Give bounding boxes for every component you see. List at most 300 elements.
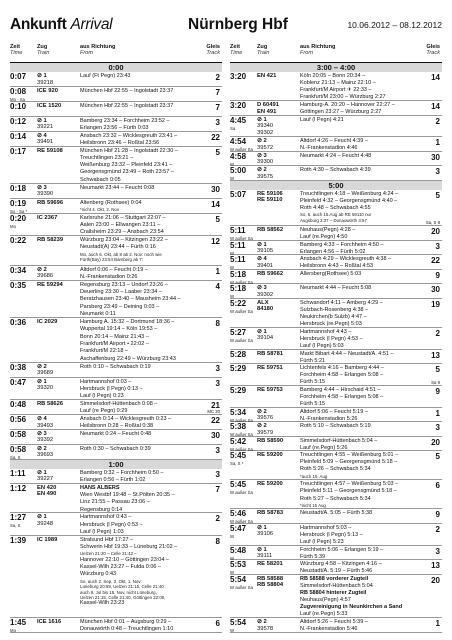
track-number: 3	[215, 445, 220, 455]
train-number	[37, 185, 79, 198]
route-line: Heilsbronn 0:28 – Roßtal 0:38	[80, 423, 154, 430]
route-line: Heilsbronn 4:43 – Roßtal 4:53	[300, 263, 374, 270]
timetable-entry	[10, 430, 222, 445]
timetable-entry	[230, 116, 442, 138]
arrival-time: 5:34	[230, 407, 247, 417]
service-days: Sa, S	[10, 454, 21, 460]
route-line: Wuppertal 19:14 – Köln 19:53 –	[80, 326, 158, 333]
train-run-number: 39576	[257, 415, 274, 422]
route-line: Frankfurt/M 22:18 –	[80, 348, 128, 355]
column-header	[230, 43, 442, 63]
header-gleis-en: Track	[206, 50, 220, 56]
track-number: 2	[215, 73, 220, 82]
route-stations	[300, 138, 426, 152]
train-id: ⊘ 2	[257, 167, 267, 174]
route-line: Neukirchen(b Sulzb) 4:47 –	[300, 314, 367, 321]
train-id: ⊘ 2	[257, 619, 267, 626]
train-number	[257, 153, 299, 166]
service-days: Sa, S *	[230, 461, 244, 467]
arrival-time: 1:12	[10, 483, 27, 493]
header-zug	[37, 44, 49, 56]
train-number	[257, 561, 299, 568]
track-number: 9	[435, 386, 440, 396]
route-line: Weißenburg 23:32 – Pleinfeld 23:41 –	[80, 162, 173, 169]
route-line: Altdorf 0:06 – Feucht 0:19 –	[80, 266, 148, 273]
service-days: W außer Sa	[230, 446, 253, 452]
route-line: Pleinfeld 5:11 – Georgensgmünd 5:18 –	[300, 488, 397, 495]
track-number: 5	[215, 147, 220, 157]
route-line: Hartmannshof 0:43 –	[80, 514, 132, 521]
route-line: Erlangen 23:56 – Fürth 0:03	[80, 125, 149, 132]
arrival-time: 5:29	[230, 385, 247, 395]
train-id: ⊘ 4	[257, 256, 267, 263]
route-note: Augsburg 3:37 – Donauwörth 3:57	[300, 217, 367, 223]
route-stations	[80, 619, 206, 634]
route-line: Karlsruhe 21:06 – Stuttgart 22:07 –	[80, 214, 166, 221]
validity-period: 10.06.2012 – 08.12.2012	[347, 20, 442, 30]
track-number: 1	[435, 619, 440, 629]
header-zug-en: Train	[37, 50, 50, 56]
arrival-time: 5:18	[230, 284, 247, 294]
route-stations	[300, 452, 426, 479]
route-stations	[80, 282, 206, 319]
train-run-number: 39493	[37, 422, 54, 429]
train-run-number: 39111	[257, 553, 273, 560]
service-days: W außer Sa	[230, 147, 253, 153]
arrival-time: 5:27	[230, 327, 247, 337]
train-number	[37, 282, 79, 289]
route-line: Neuhaus(Pegn) 4:28 –	[300, 227, 356, 234]
route-note: So, 5. auch 15.Aug ab RE 59110 nur	[300, 212, 372, 218]
timetable-entry	[230, 560, 442, 575]
timetable-entry	[10, 484, 222, 514]
train-id: ⊘ 2	[257, 423, 267, 430]
route-line: Erlangen 0:56 – Fürth 1:02	[80, 477, 146, 484]
header-zeit	[230, 44, 242, 56]
route-line: Treuchtlingen 4:18 – Weißenburg 4:24 –	[300, 190, 399, 197]
track-number: 30	[431, 152, 440, 162]
route-line: RB 58588 vorderer Zugteil	[300, 575, 369, 582]
train-id: RB 59662	[257, 270, 284, 277]
train-number	[37, 237, 79, 244]
route-line: Neustadt/A. 5:05 – Fürth 5:38	[300, 510, 373, 517]
track-number: 2	[435, 524, 440, 534]
title-ankunft: Ankunft	[10, 16, 67, 33]
route-stations	[300, 525, 426, 546]
train-id: RB 58783	[257, 510, 284, 517]
route-line: Neumarkt 0:11	[80, 311, 116, 317]
route-line: Fürth 5:21	[300, 357, 326, 364]
route-line: Hartmannshof 0:03 –	[80, 378, 132, 385]
timetable-entry	[230, 618, 442, 633]
route-stations	[300, 481, 426, 508]
train-run-number: 39392	[37, 437, 54, 444]
route-line: Schwandorf 4:11 – Amberg 4:29 –	[300, 299, 383, 306]
header-zeit-en: Time	[10, 50, 23, 56]
route-stations	[300, 409, 426, 423]
route-line: Pleinfeld 4:32 – Georgensgmünd 4:40 –	[300, 198, 398, 205]
train-number	[257, 329, 299, 342]
header-zeit	[10, 44, 22, 56]
train-number	[257, 481, 299, 488]
service-days: W	[230, 555, 235, 561]
route-note: Lüneburg 20:59, Uelzen 21:15, Celle 21:40	[80, 584, 164, 590]
arrival-time: 5:48	[230, 545, 247, 555]
route-stations	[80, 73, 206, 80]
route-line: Kassel-Wilh 23:23	[80, 600, 125, 607]
train-id: ⊘ 1	[37, 117, 47, 124]
train-number	[37, 514, 79, 527]
train-run-number: 39248	[37, 521, 54, 528]
route-line: Schwerin Hbf 19:33 – Lüneburg 21:02 –	[80, 544, 178, 551]
train-number	[257, 167, 299, 180]
route-line: Neustadt/A. 5:19 – Fürth 5:46	[300, 568, 373, 575]
train-id: RE 59200	[257, 452, 283, 459]
route-stations	[300, 73, 426, 102]
train-number	[257, 365, 299, 372]
track-number: 21	[211, 401, 220, 411]
route-stations	[300, 117, 426, 124]
train-run-number: 39686	[37, 273, 54, 280]
route-stations	[80, 379, 206, 401]
timetable-entry	[230, 226, 442, 241]
route-note: Fürth(Bay) 23:54 Bamberg ab 7:	[80, 257, 143, 263]
track-number: 22	[211, 132, 220, 142]
service-days: Sa	[230, 125, 236, 131]
route-stations	[80, 118, 206, 133]
timetable-entry	[10, 132, 222, 147]
header-zug-de: Zug	[37, 44, 48, 50]
train-id: ⊘ 1	[257, 546, 267, 553]
route-stations	[300, 153, 426, 160]
route-line: Georgensgmünd 23:49 – Roth 23:57 –	[80, 169, 174, 176]
timetable-entry	[230, 284, 442, 299]
train-id: ICE 1520	[37, 102, 62, 109]
service-days: W	[230, 161, 235, 167]
route-line: Göttingen 23:27 – Würzburg 2:27	[300, 109, 382, 116]
track-number: 1	[215, 266, 220, 276]
route-line: Regensburg 0:14	[80, 506, 123, 513]
route-line: Ansbach 0:14 – Wicklesgreuth 0:23 –	[80, 415, 172, 422]
route-line: München Hbf 22:55 – Ingolstadt 23:37	[80, 87, 174, 94]
route-line: Fürth 5:15	[300, 379, 326, 386]
route-line: Lauf (re.Pegn) 5:33	[300, 611, 348, 618]
arrival-time: 0:35	[10, 280, 27, 290]
track-number: 3	[215, 363, 220, 373]
route-line: Donauwörth 0:48 – Treuchtlingen 1:10	[80, 626, 174, 633]
arrival-time: 0:34	[10, 265, 27, 275]
route-line: Regensburg 23:13 – Undorf 23:26 –	[80, 281, 168, 288]
arrival-time: 1:27	[10, 513, 27, 523]
right-column	[230, 43, 442, 633]
track-number: 6	[215, 618, 220, 628]
timetable-entry	[230, 480, 442, 509]
train-id: IC 2029	[37, 319, 58, 326]
service-days: Mo	[10, 627, 16, 633]
track-number: 3	[435, 167, 440, 177]
route-line: Bamberg 4:33 – Forchheim 4:50 –	[300, 241, 384, 248]
route-line: Lauf (l Pegn) 5:23	[300, 539, 344, 546]
header-aus-de: aus Richtung	[80, 44, 116, 50]
hour-divider: 5:00	[230, 181, 442, 190]
timetable-entry	[230, 386, 442, 408]
train-number	[37, 148, 79, 155]
header-zeit-de: Zeit	[230, 44, 240, 50]
train-number	[257, 387, 299, 394]
header-aus-de: aus Richtung	[300, 44, 336, 50]
route-line: Schwabach 0:05	[80, 176, 121, 183]
arrival-time: 5:11	[230, 240, 246, 250]
route-note: *nicht 4. Okt, 2. Nov	[80, 207, 120, 213]
hour-divider: 1:00	[10, 460, 222, 469]
route-line: Simmelsdorf-Hüttenbach 0:08 –	[80, 401, 158, 408]
header-zug	[257, 44, 269, 56]
route-line: N.-Frankenstadion 5:26	[300, 415, 358, 422]
hour-divider: 0:00	[10, 63, 222, 72]
arrival-time: 0:36	[10, 318, 27, 328]
route-line: Roth 0:30 – Schwabach 0:39	[80, 445, 151, 452]
route-stations	[80, 133, 206, 148]
left-column	[10, 43, 222, 633]
track-number: 3	[215, 117, 220, 127]
route-line: Kassel-Wilh 23:27 – Fulda 0:06 –	[80, 564, 162, 571]
train-number	[257, 619, 299, 632]
route-note: Mo, auch 6. Okt, ab 8 ab 2. Nov: noch wie	[80, 251, 162, 257]
train-id: RE 59753	[257, 386, 283, 393]
timetable-entry	[230, 166, 442, 181]
route-line: Würzburg 4:58 – Kitzingen 4:16 –	[300, 561, 382, 568]
timetable-entry	[10, 184, 222, 199]
timetable-entry	[230, 270, 442, 285]
route-stations	[300, 167, 426, 174]
header-gleis	[426, 44, 440, 56]
route-stations	[300, 300, 426, 329]
train-number	[37, 470, 79, 483]
timetable-entry	[10, 266, 222, 281]
header-aus-en: From	[80, 50, 94, 56]
track-number: 14	[211, 199, 220, 209]
service-days: Mo	[10, 223, 16, 229]
track-number: 5	[435, 365, 440, 375]
train-number	[37, 401, 79, 408]
train-id: ⊘ 1	[37, 378, 47, 385]
track-number: 2	[435, 328, 440, 338]
page-header	[10, 16, 442, 33]
page-title	[10, 16, 112, 34]
service-days: W	[230, 176, 235, 182]
timetable-entry	[230, 509, 442, 524]
service-days: W	[230, 570, 235, 576]
service-days: W außer Sa	[230, 279, 253, 285]
timetable-entry	[230, 190, 442, 226]
track-number: 5	[435, 452, 440, 462]
arrival-time: 5:47	[230, 523, 247, 533]
route-line: Roth 4:30 – Schwabach 4:39	[300, 167, 371, 174]
route-note: Uelzen 21:15, Celle 21:40, Göttingen 22:00,	[80, 595, 166, 600]
route-line: Lauf (re.Pegn) 5:26	[300, 444, 348, 451]
track-number: 20	[431, 227, 440, 237]
route-stations	[80, 319, 206, 363]
train-number	[37, 88, 79, 95]
arrival-time: 5:11	[230, 226, 246, 236]
route-line: Zugvereinigung in Neunkirchen a Sand	[300, 604, 403, 611]
train-run-number: 39218	[37, 79, 54, 86]
track-number: 7	[215, 87, 220, 97]
train-number	[257, 271, 299, 278]
route-line: Allersberg(Rothsee) 5:03	[300, 270, 362, 277]
timetable-entry	[230, 72, 442, 101]
route-stations	[300, 387, 426, 408]
route-line: Linz 21:55 – Passau 23:06 –	[80, 499, 150, 506]
train-id: ⊘ 2	[257, 408, 267, 415]
train-id: RB 58781	[257, 350, 284, 357]
route-line: Roth 5:27 – Schwabach 5:34	[300, 495, 371, 502]
train-run-number: 39227	[37, 476, 54, 483]
route-stations	[80, 431, 206, 438]
train-run-number: 39491	[37, 139, 54, 146]
header-gleis-en: Track	[426, 50, 440, 56]
timetable-entry	[10, 72, 222, 87]
column-header	[10, 43, 222, 63]
arrival-time: 5:18	[230, 269, 247, 279]
train-id: EN 491	[257, 108, 277, 115]
route-note: Uelzen 21:20 – Celle 21:42 –	[80, 551, 137, 557]
timetable-entry	[10, 445, 222, 460]
timetable-entry	[10, 469, 222, 484]
route-line: Hamburg-A. 20:20 – Hannover 22:27 –	[300, 102, 395, 109]
train-number	[257, 423, 299, 436]
timetable-entry	[230, 137, 442, 152]
arrival-time: 5:45	[230, 480, 247, 490]
timetable-entry	[230, 364, 442, 386]
track-number: 3	[435, 546, 440, 556]
route-stations	[300, 510, 426, 517]
route-line: Crailsheim 23:29 – Ansbach 23:54	[80, 229, 164, 236]
arrival-time: 5:22	[230, 298, 247, 308]
arrival-time: 0:58	[10, 429, 27, 439]
header-zug-en: Train	[257, 50, 270, 56]
route-stations	[300, 576, 426, 619]
route-line: Lauf (re Pegn) 0:29	[80, 408, 128, 415]
train-run-number: 39401	[257, 262, 274, 269]
train-run-number: 39106	[257, 531, 274, 538]
timetable-entry	[230, 152, 442, 167]
arrival-time: 1:39	[10, 535, 27, 545]
route-line: N.-Frankenstadion 5:46	[300, 626, 358, 633]
route-line: Roth 5:26 – Schwabach 5:34	[300, 466, 371, 473]
service-days: W außer Sa	[230, 337, 253, 343]
arrival-time: 0:56	[10, 414, 27, 424]
route-stations	[300, 423, 426, 430]
train-run-number: 39390	[37, 191, 54, 198]
track-note: Sa, S 8	[425, 220, 440, 226]
train-id: ⊘ 3	[257, 152, 267, 159]
train-id: RE 59106	[257, 190, 283, 197]
timetable-entry	[230, 524, 442, 546]
train-run-number: 39221	[37, 124, 54, 131]
train-run-number: 39340	[257, 123, 274, 130]
route-stations	[80, 470, 206, 485]
route-line: Bonn 20:14 – Mainz 21:43 –	[80, 333, 149, 340]
route-note: *nicht 15 Aug	[300, 502, 326, 508]
timetable-entry	[230, 299, 442, 328]
arrival-time: 5:54	[230, 618, 247, 628]
train-run-number: 39693	[37, 452, 54, 459]
route-stations	[300, 271, 426, 278]
route-line: Pleinfeld 5:09 – Georgensgmünd 5:18 –	[300, 459, 398, 466]
arrival-time: 4:58	[230, 151, 247, 161]
train-id: RB 58239	[37, 237, 64, 244]
route-line: Hartmannshof 4:43 –	[300, 328, 352, 335]
service-days: W außer Sa	[230, 490, 253, 496]
route-line: Lauf (l Pegn) 4:21	[300, 116, 344, 123]
train-run-number: 39689	[37, 370, 54, 377]
train-id: ⊘ 2	[257, 138, 267, 145]
route-line: N.-Frankenstadion 4:46	[300, 145, 358, 152]
train-id: ⊘ 2	[37, 266, 47, 273]
arrival-time: 1:45	[10, 617, 27, 627]
route-line: Frankfurt/M 23:00 – Würzburg 2:27	[300, 94, 386, 101]
train-id: ⊘ 1	[37, 514, 47, 521]
train-id: ⊘ 1	[37, 73, 47, 79]
service-days: W außer Sa	[230, 519, 253, 525]
route-line: Treuchtlingen 4:57 – Weißenburg 5:03 –	[300, 481, 399, 488]
route-line: Aalen 23:00 – Ellwangen 23:11 –	[80, 221, 161, 228]
header-aus-en: From	[300, 50, 314, 56]
train-id: ⊘ 1	[257, 524, 267, 531]
route-line: Treuchtlingen 23:21 –	[80, 154, 133, 161]
route-line: Altdorf 5:06 – Feucht 5:19 –	[300, 408, 368, 415]
arrival-time: 0:18	[10, 183, 27, 193]
route-line: Frankfurt/M Airport • 22:02 –	[80, 340, 149, 347]
header-aus	[300, 44, 335, 56]
track-number: 5	[215, 214, 220, 224]
timetable-entry	[10, 199, 222, 214]
train-number	[37, 319, 79, 326]
route-stations	[80, 514, 206, 536]
train-id: IC 2367	[37, 214, 58, 221]
route-line: Hersbruck (l Pegn) 4:53 –	[300, 335, 363, 342]
track-number: 3	[435, 241, 440, 251]
train-number	[257, 452, 299, 459]
route-stations	[300, 438, 426, 452]
train-id: IC 1989	[37, 536, 58, 543]
train-id: ICE 1616	[37, 618, 62, 625]
timetable-entry	[10, 281, 222, 318]
arrival-time: 0:19	[10, 198, 27, 208]
route-line: Altdorf 5:26 – Feucht 5:39 –	[300, 619, 368, 626]
route-note: *auch 15. Aug	[300, 473, 328, 479]
track-note: Sa 9	[431, 379, 440, 385]
train-number	[257, 256, 299, 269]
train-run-number: 39575	[257, 173, 274, 180]
arrival-time: 0:17	[10, 146, 27, 156]
arrival-time: 0:07	[10, 72, 27, 81]
route-line: N.-Frankenstadion 0:26	[80, 274, 138, 281]
track-number: 19	[431, 299, 440, 309]
arrival-time: 0:48	[10, 400, 27, 410]
title-arrival: Arrival	[70, 16, 113, 33]
timetable-entry	[230, 350, 442, 365]
route-line: Altenberg (Rothsee) 0:04	[80, 199, 142, 206]
train-id: RB 58626	[37, 401, 64, 408]
route-stations	[300, 547, 426, 561]
route-line: Beratzhausen 23:40 – Mausheim 23:44 –	[80, 296, 181, 303]
track-number: 4	[215, 281, 220, 291]
timetable-entry	[230, 328, 442, 350]
timetable-entry	[230, 422, 442, 437]
route-line: Deuerling 23:30 – Laaber 23:34 –	[80, 289, 162, 296]
